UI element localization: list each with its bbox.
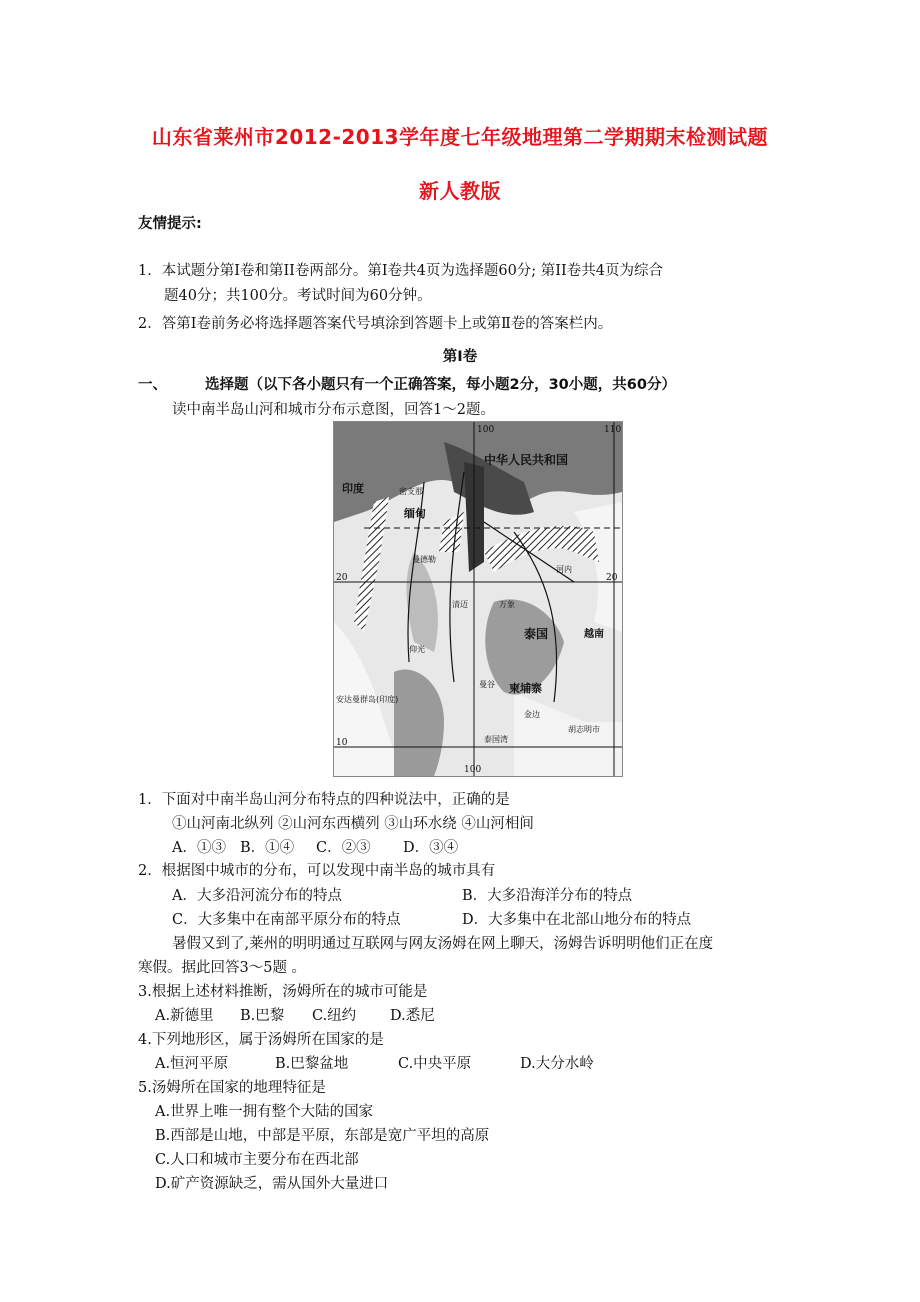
label-china: 中华人民共和国 [484,453,569,467]
question-2-option-c: C．大多集中在南部平原分布的特点 [172,912,401,928]
document-title: 山东省莱州市2012-2013学年度七年级地理第二学期期末检测试题 [151,125,769,149]
lon-100-bottom: 100 [464,765,482,775]
question-4-stem: 4.下列地形区，属于汤姆所在国家的是 [138,1032,384,1048]
label-laos-thailand: 泰国 [524,627,549,641]
city-phnompenh: 金边 [524,710,540,719]
city-mandalay: 曼德勒 [412,555,436,564]
label-cambodia: 柬埔寨 [509,682,542,695]
question-3-stem: 3.根据上述材料推断，汤姆所在的城市可能是 [138,984,428,1000]
city-chiangmai: 清迈 [452,600,468,609]
question-1-option-d: D．③④ [403,840,459,856]
label-gulf-of-thailand: 泰国湾 [484,735,508,744]
question-4-option-c: C.中央平原 [398,1056,472,1072]
question-5-stem: 5.汤姆所在国家的地理特征是 [138,1080,326,1096]
lon-110-top: 110 [604,425,622,435]
city-hanoi: 河内 [556,565,572,574]
section-heading: 选择题（以下各小题只有一个正确答案，每小题2分，30小题，共60分） [205,377,676,393]
lat-10-left: 10 [336,738,348,748]
passage-line-2: 寒假。据此回答3～5题 。 [138,960,307,976]
question-3-option-a: A.新德里 [155,1008,214,1024]
tip-1-cont: 题40分；共100分。考试时间为60分钟。 [164,288,432,304]
label-india: 印度 [342,482,364,495]
question-4-option-d: D.大分水岭 [520,1056,594,1072]
label-vietnam: 越南 [584,629,604,640]
indochina-map [333,421,623,777]
lat-20-right: 20 [606,573,618,583]
question-1-option-b: B．①④ [240,840,295,856]
question-5-option-c: C.人口和城市主要分布在西北部 [155,1152,359,1168]
question-5-option-d: D.矿产资源缺乏，需从国外大量进口 [155,1176,389,1192]
volume-heading: 第Ⅰ卷 [442,349,478,365]
tip-2: 2．答第Ⅰ卷前务必将选择题答案代号填涂到答题卡上或第Ⅱ卷的答案栏内。 [138,316,613,332]
question-3-option-d: D.悉尼 [390,1008,435,1024]
city-bangkok: 曼谷 [479,680,495,689]
passage-line-1: 暑假又到了,莱州的明明通过互联网与网友汤姆在网上聊天，汤姆告诉明明他们正在度 [172,936,714,952]
question-1-option-c: C．②③ [316,840,371,856]
question-2-stem: 2．根据图中城市的分布，可以发现中南半岛的城市具有 [138,863,496,879]
question-1-statements: ①山河南北纵列 ②山河东西横列 ③山环水绕 ④山河相间 [172,816,534,832]
question-4-option-b: B.巴黎盆地 [275,1056,349,1072]
city-yangon: 仰光 [409,645,425,654]
label-andaman-islands: 安达曼群岛(印度) [336,695,399,704]
question-1-option-a: A．①③ [172,840,226,856]
document-subtitle: 新人教版 [419,179,501,203]
question-1-stem: 1．下面对中南半岛山河分布特点的四种说法中，正确的是 [138,792,510,808]
lon-100-top: 100 [477,425,495,435]
tips-heading: 友情提示: [138,216,202,232]
map-intro: 读中南半岛山河和城市分布示意图，回答1～2题。 [172,402,495,418]
lat-20-left: 20 [336,573,348,583]
question-3-option-b: B.巴黎 [240,1008,285,1024]
question-5-option-a: A.世界上唯一拥有整个大陆的国家 [155,1104,374,1120]
city-vientiane: 万象 [499,600,515,609]
label-myanmar: 缅甸 [404,507,426,520]
section-number: 一、 [138,377,167,393]
question-2-option-b: B．大多沿海洋分布的特点 [462,888,633,904]
city-myitkyina: 密支那 [399,487,423,496]
question-2-option-a: A．大多沿河流分布的特点 [172,888,342,904]
tip-1: 1．本试题分第Ⅰ卷和第II卷两部分。第Ⅰ卷共4页为选择题60分; 第II卷共4页为综合 [138,263,663,279]
question-2-option-d: D．大多集中在北部山地分布的特点 [462,912,692,928]
city-hochiminh: 胡志明市 [568,725,600,734]
question-4-option-a: A.恒河平原 [155,1056,229,1072]
question-3-option-c: C.纽约 [312,1008,357,1024]
question-5-option-b: B.西部是山地，中部是平原，东部是宽广平坦的高原 [155,1128,490,1144]
